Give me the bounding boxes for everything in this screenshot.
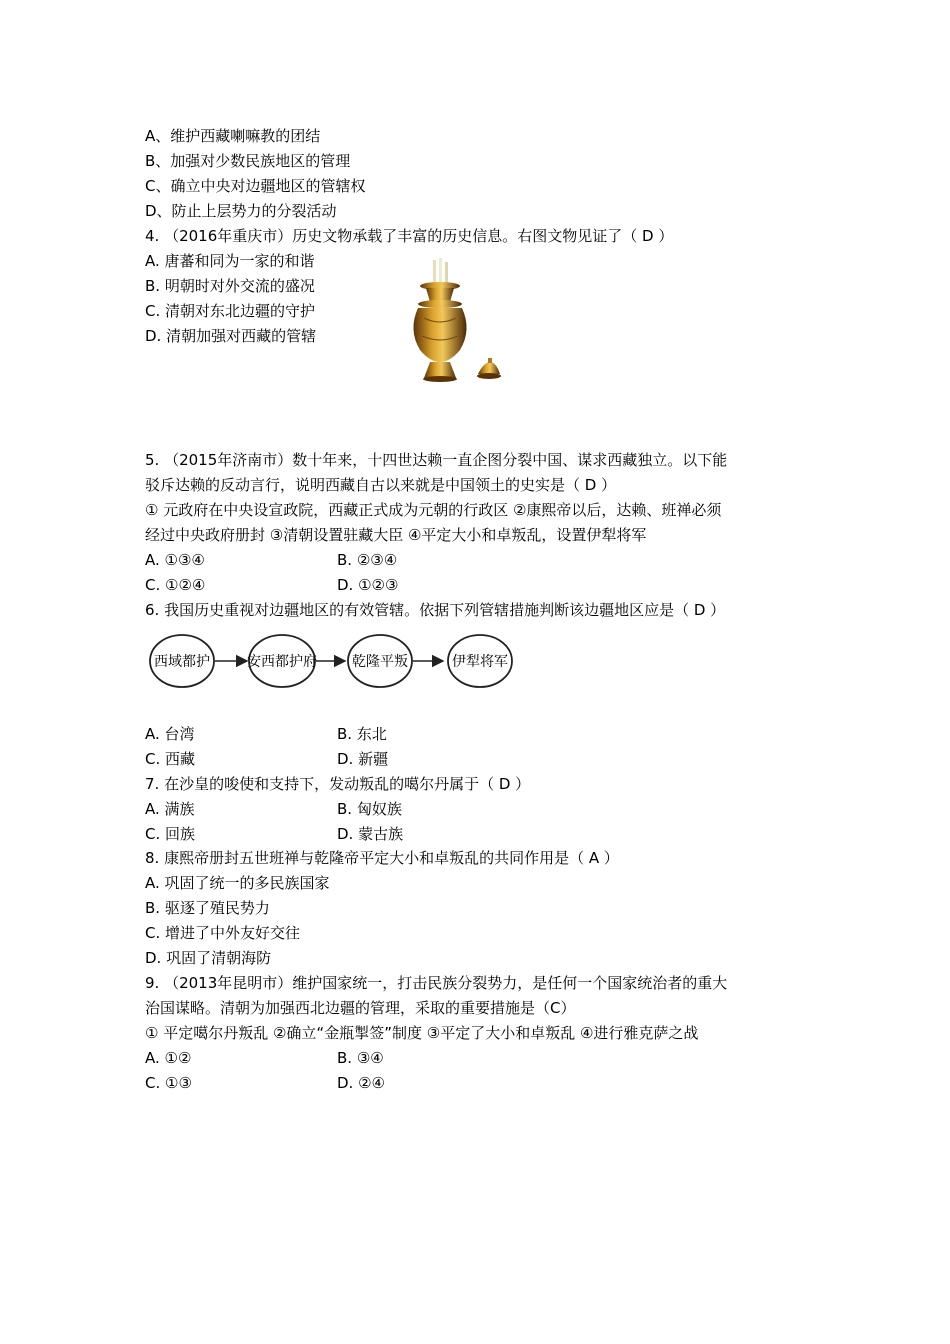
q3-option-a: A、维护西藏喇嘛教的团结 <box>145 127 321 145</box>
q8-option-d: D. 巩固了清朝海防 <box>145 949 272 967</box>
q3-option-b: B、加强对少数民族地区的管理 <box>145 152 351 170</box>
q6-option-c: C. 西藏 <box>145 750 196 768</box>
q4-option-a: A. 唐蕃和同为一家的和谐 <box>145 252 315 270</box>
q4-option-d: D. 清朝加强对西藏的管辖 <box>145 327 317 345</box>
q5-option-d: D. ①②③ <box>337 576 399 594</box>
q7-option-c: C. 回族 <box>145 825 196 843</box>
q7-option-b: B. 匈奴族 <box>337 800 402 818</box>
q5-stem-line1: 5. （2015年济南市）数十年来，十四世达赖一直企图分裂中国、谋求西藏独立。以下能 <box>145 451 728 469</box>
q5-option-b: B. ②③④ <box>337 551 398 569</box>
q9-option-c: C. ①③ <box>145 1074 192 1092</box>
flow-node-1: 西域都护 <box>154 654 210 670</box>
q9-stem-line2: 治国谋略。清朝为加强西北边疆的管理，采取的重要措施是（C） <box>145 999 576 1017</box>
q7-stem: 7. 在沙皇的唆使和支持下，发动叛乱的噶尔丹属于（ D ） <box>145 775 531 793</box>
q4-option-c: C. 清朝对东北边疆的守护 <box>145 302 316 320</box>
q6-flow-diagram <box>147 632 515 690</box>
flow-node-4: 伊犁将军 <box>452 654 508 670</box>
q3-option-d: D、防止上层势力的分裂活动 <box>145 202 337 220</box>
q5-stem-line2: 驳斥达赖的反动言行，说明西藏自古以来就是中国领土的史实是（ D ） <box>145 476 617 494</box>
q5-option-a: A. ①③④ <box>145 551 205 569</box>
q9-stem-line1: 9. （2013年昆明市）维护国家统一，打击民族分裂势力，是任何一个国家统治者的重大 <box>145 974 728 992</box>
q6-option-d: D. 新疆 <box>337 750 389 768</box>
q8-option-c: C. 增进了中外友好交往 <box>145 924 301 942</box>
golden-vase-image <box>404 258 504 390</box>
q9-option-b: B. ③④ <box>337 1049 384 1067</box>
q8-option-b: B. 驱逐了殖民势力 <box>145 899 270 917</box>
q6-stem: 6. 我国历史重视对边疆地区的有效管辖。依据下列管辖措施判断该边疆地区应是（ D ） <box>145 601 726 619</box>
q9-option-a: A. ①② <box>145 1049 192 1067</box>
q5-option-c: C. ①②④ <box>145 576 206 594</box>
q7-option-d: D. 蒙古族 <box>337 825 404 843</box>
flow-node-2: 安西都护府 <box>247 654 317 670</box>
q6-option-a: A. 台湾 <box>145 725 195 743</box>
q3-option-c: C、确立中央对边疆地区的管辖权 <box>145 177 366 195</box>
q4-stem: 4. （2016年重庆市）历史文物承载了丰富的历史信息。右图文物见证了（ D ） <box>145 227 674 245</box>
q4-option-b: B. 明朝时对外交流的盛况 <box>145 277 315 295</box>
q6-option-b: B. 东北 <box>337 725 387 743</box>
q9-option-d: D. ②④ <box>337 1074 385 1092</box>
flow-node-3: 乾隆平叛 <box>352 654 408 670</box>
q7-option-a: A. 满族 <box>145 800 195 818</box>
q8-option-a: A. 巩固了统一的多民族国家 <box>145 874 330 892</box>
q5-items-line1: ① 元政府在中央设宣政院，西藏正式成为元朝的行政区 ②康熙帝以后，达赖、班禅必须 <box>145 501 722 519</box>
q8-stem: 8. 康熙帝册封五世班禅与乾隆帝平定大小和卓叛乱的共同作用是（ A ） <box>145 849 619 867</box>
q9-items: ① 平定噶尔丹叛乱 ②确立“金瓶掣签”制度 ③平定了大小和卓叛乱 ④进行雅克萨之战 <box>145 1024 699 1042</box>
q5-items-line2: 经过中央政府册封 ③清朝设置驻藏大臣 ④平定大小和卓叛乱，设置伊犁将军 <box>145 526 647 544</box>
